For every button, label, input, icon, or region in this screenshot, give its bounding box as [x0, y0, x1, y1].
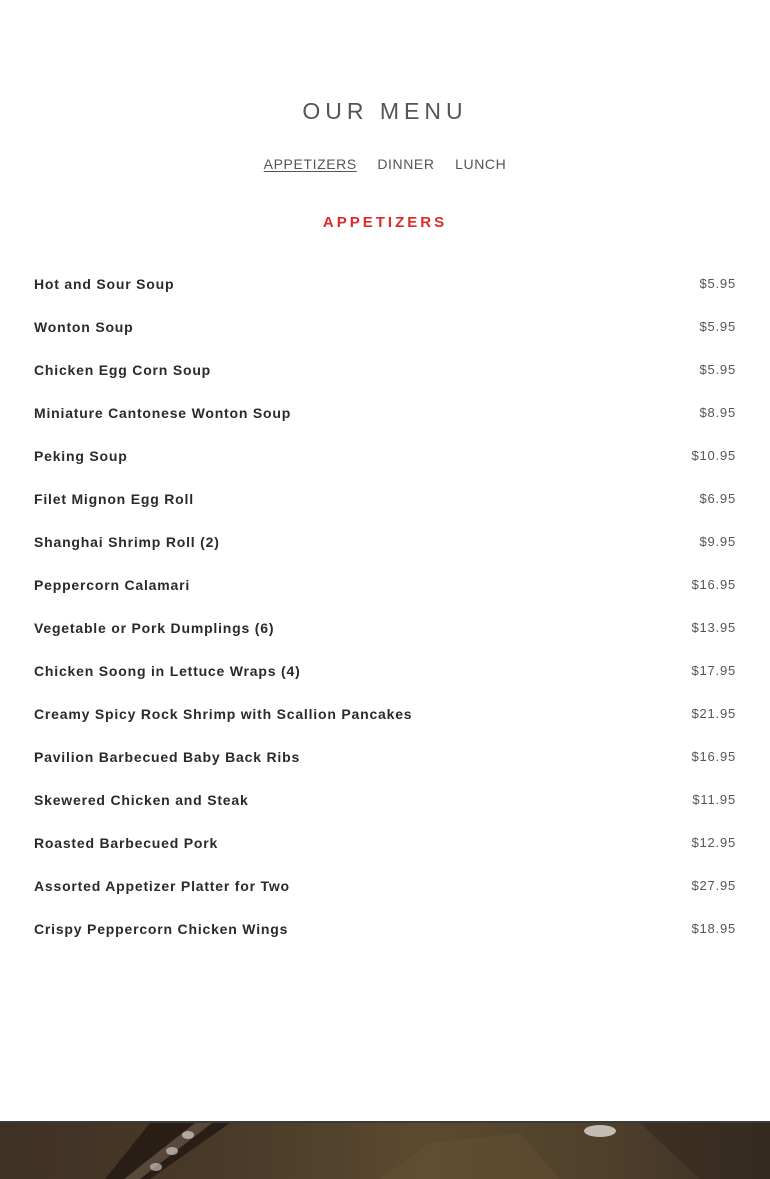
menu-item-name: Peking Soup	[34, 447, 128, 464]
menu-item	[34, 391, 736, 434]
menu-item	[34, 649, 736, 692]
section-title: APPETIZERS	[322, 214, 448, 231]
menu-item-price: $10.95	[691, 448, 736, 463]
menu-item-price: $13.95	[691, 620, 736, 635]
menu-item-price: $16.95	[691, 577, 736, 592]
menu-item-name: Peppercorn Calamari	[34, 576, 191, 593]
tab-dinner[interactable]: DINNER	[377, 156, 435, 172]
menu-item-name: Crispy Peppercorn Chicken Wings	[34, 920, 289, 937]
menu-item-price: $5.95	[699, 276, 736, 291]
menu-item-price: $18.95	[691, 921, 736, 936]
tab-appetizers[interactable]: APPETIZERS	[263, 156, 357, 172]
menu-item-price: $9.95	[699, 534, 736, 549]
menu-item-name: Wonton Soup	[34, 318, 134, 335]
menu-item-price: $27.95	[691, 878, 736, 893]
menu-item	[34, 434, 736, 477]
menu-item-name: Vegetable or Pork Dumplings (6)	[34, 619, 275, 636]
restaurant-interior-image	[0, 1123, 770, 1179]
menu-item	[34, 520, 736, 563]
menu-item-name: Roasted Barbecued Pork	[34, 834, 219, 851]
menu-item-name: Hot and Sour Soup	[34, 275, 175, 292]
menu-item	[34, 821, 736, 864]
menu-item-name: Chicken Egg Corn Soup	[34, 361, 212, 378]
menu-item-name: Chicken Soong in Lettuce Wraps (4)	[34, 662, 301, 679]
menu-item	[34, 477, 736, 520]
menu-item	[34, 778, 736, 821]
menu-item	[34, 907, 736, 950]
menu-item-name: Filet Mignon Egg Roll	[34, 490, 194, 507]
menu-item	[34, 692, 736, 735]
menu-item-price: $16.95	[691, 749, 736, 764]
menu-item-name: Skewered Chicken and Steak	[34, 791, 249, 808]
footer-background-photo	[0, 1121, 770, 1179]
menu-item-name: Shanghai Shrimp Roll (2)	[34, 533, 220, 550]
menu-item-name: Assorted Appetizer Platter for Two	[34, 877, 290, 894]
menu-item-price: $5.95	[699, 362, 736, 377]
menu-item-price: $21.95	[691, 706, 736, 721]
menu-item	[34, 305, 736, 348]
menu-item-price: $6.95	[699, 491, 736, 506]
menu-item	[34, 864, 736, 907]
menu-item	[34, 563, 736, 606]
menu-item-name: Pavilion Barbecued Baby Back Ribs	[34, 748, 301, 765]
menu-item-price: $5.95	[699, 319, 736, 334]
menu-item-name: Creamy Spicy Rock Shrimp with Scallion Pancakes	[34, 705, 413, 722]
menu-item-price: $11.95	[692, 792, 736, 807]
menu-item	[34, 262, 736, 305]
menu-item-list	[34, 262, 736, 950]
menu-item	[34, 606, 736, 649]
menu-item	[34, 735, 736, 778]
tab-lunch[interactable]: LUNCH	[455, 156, 507, 172]
menu-item	[34, 348, 736, 391]
menu-item-name: Miniature Cantonese Wonton Soup	[34, 404, 292, 421]
menu-item-price: $8.95	[699, 405, 736, 420]
menu-item-price: $12.95	[691, 835, 736, 850]
menu-tabs	[0, 155, 770, 173]
menu-item-price: $17.95	[691, 663, 736, 678]
page-title: OUR MENU	[302, 98, 468, 124]
